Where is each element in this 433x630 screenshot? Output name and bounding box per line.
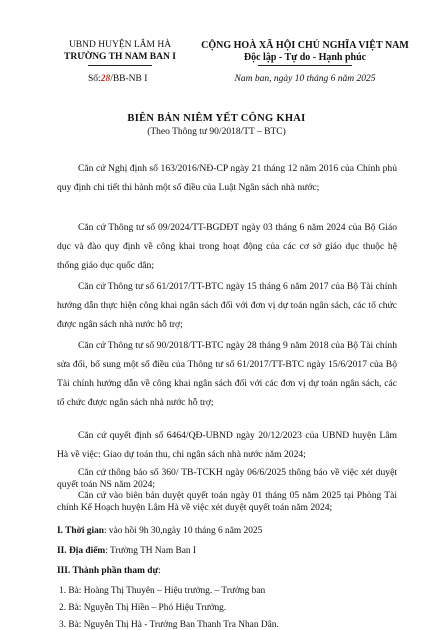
school-name: TRƯỜNG TH NAM BAN I [64,52,176,62]
national-motto: Độc lập - Tự do - Hạnh phúc [243,52,367,63]
document-number-handwritten: 28 [100,74,111,84]
section-participants-colon: : [158,566,161,576]
legal-basis-7: Căn cứ vào biên bản duyệt quyết toán ngày 01 tháng 05 năm 2025 tại Phòng Tài chính Kế Hoạch huyện Lâm Hà về việc xét duyệt quyết toán năm 2024; [57,490,397,513]
legal-basis-3: Căn cứ Thông tư số 61/2017/TT-BTC ngày 15 tháng 6 năm 2017 của Bộ Tài chính hướng dẫn thực hiện công khai ngân sách đối với đơn vị dự toán ngân sách, các tổ chức được ngân sách nhà nước hỗ trợ; [57,281,397,330]
document-number [88,74,147,84]
national-title: CỘNG HOÀ XÃ HỘI CHỦ NGHĨA VIỆT NAM [201,40,409,51]
section-time [57,526,262,536]
document-subtitle: (Theo Thông tư 90/2018/TT – BTC) [147,127,286,137]
issuing-authority: UBND HUYỆN LÂM HÀ [68,40,172,50]
section-location [57,546,196,556]
section-location-value: : Trường TH Nam Ban I [105,546,197,556]
document-title: BIÊN BẢN NIÊM YẾT CÔNG KHAI [127,113,306,124]
participant-1: 1. Bà: Hoàng Thị Thuyên – Hiệu trưởng. – Trưởng ban [59,586,266,596]
header-right-underline [258,65,352,66]
section-time-value: : vào hồi 9h 30,ngày 10 tháng 6 năm 2025 [103,526,263,536]
header-left-underline [88,65,152,66]
participant-2: 2. Bà: Nguyễn Thị Hiền – Phó Hiệu Trưởng. [59,603,227,613]
section-location-label: II. Địa điểm [57,546,106,556]
document-number-suffix: /BB-NB I [110,74,148,84]
document-number-prefix: Số: [88,74,101,84]
place-and-date: Nam ban, ngày 10 tháng 6 năm 2025 [234,74,376,84]
legal-basis-5: Căn cứ quyết định số 6464/QĐ-UBND ngày 20/12/2023 của UBND huyện Lâm Hà về việc: Giao dự toán thu, chi ngân sách nhà nước năm 2024; [57,430,397,460]
section-participants [57,566,161,576]
legal-basis-6: Căn cứ thông báo số 360/ TB-TCKH ngày 06/6/2025 thông báo về việc xét duyệt quyết toán NS năm 2024; [57,467,397,490]
legal-basis-1: Căn cứ Nghị định số 163/2016/NĐ-CP ngày 21 tháng 12 năm 2016 của Chính phủ quy định chi tiết thi hành một số điều của Luật Ngân sách nhà nước; [57,163,397,193]
participant-3: 3. Bà: Nguyễn Thị Hà - Trưởng Ban Thanh Tra Nhan Dân. [59,620,279,630]
section-time-label: I. Thời gian [57,526,104,536]
section-participants-label: III. Thành phần tham dự [57,566,159,576]
legal-basis-4: Căn cứ Thông tư số 90/2018/TT-BTC ngày 28 tháng 9 năm 2018 của Bộ Tài chính sửa đổi, bổ sung một số điều của Thông tư số 61/2017/TT-BTC ngày 15/6/2017 của Bộ Tài chính hướng dẫn về công khai ngân sách đối với các đơn vị dự toán ngân sách, các tổ chức được ngân sách nhà nước hỗ trợ; [57,340,397,408]
legal-basis-2: Căn cứ Thông tư số 09/2024/TT-BGDĐT ngày 03 tháng 6 năm 2024 của Bộ Giáo dục và đào quy định về công khai trong hoạt động của các cơ sở giáo dục thuộc hệ thống giáo dục quốc dân; [57,222,397,271]
